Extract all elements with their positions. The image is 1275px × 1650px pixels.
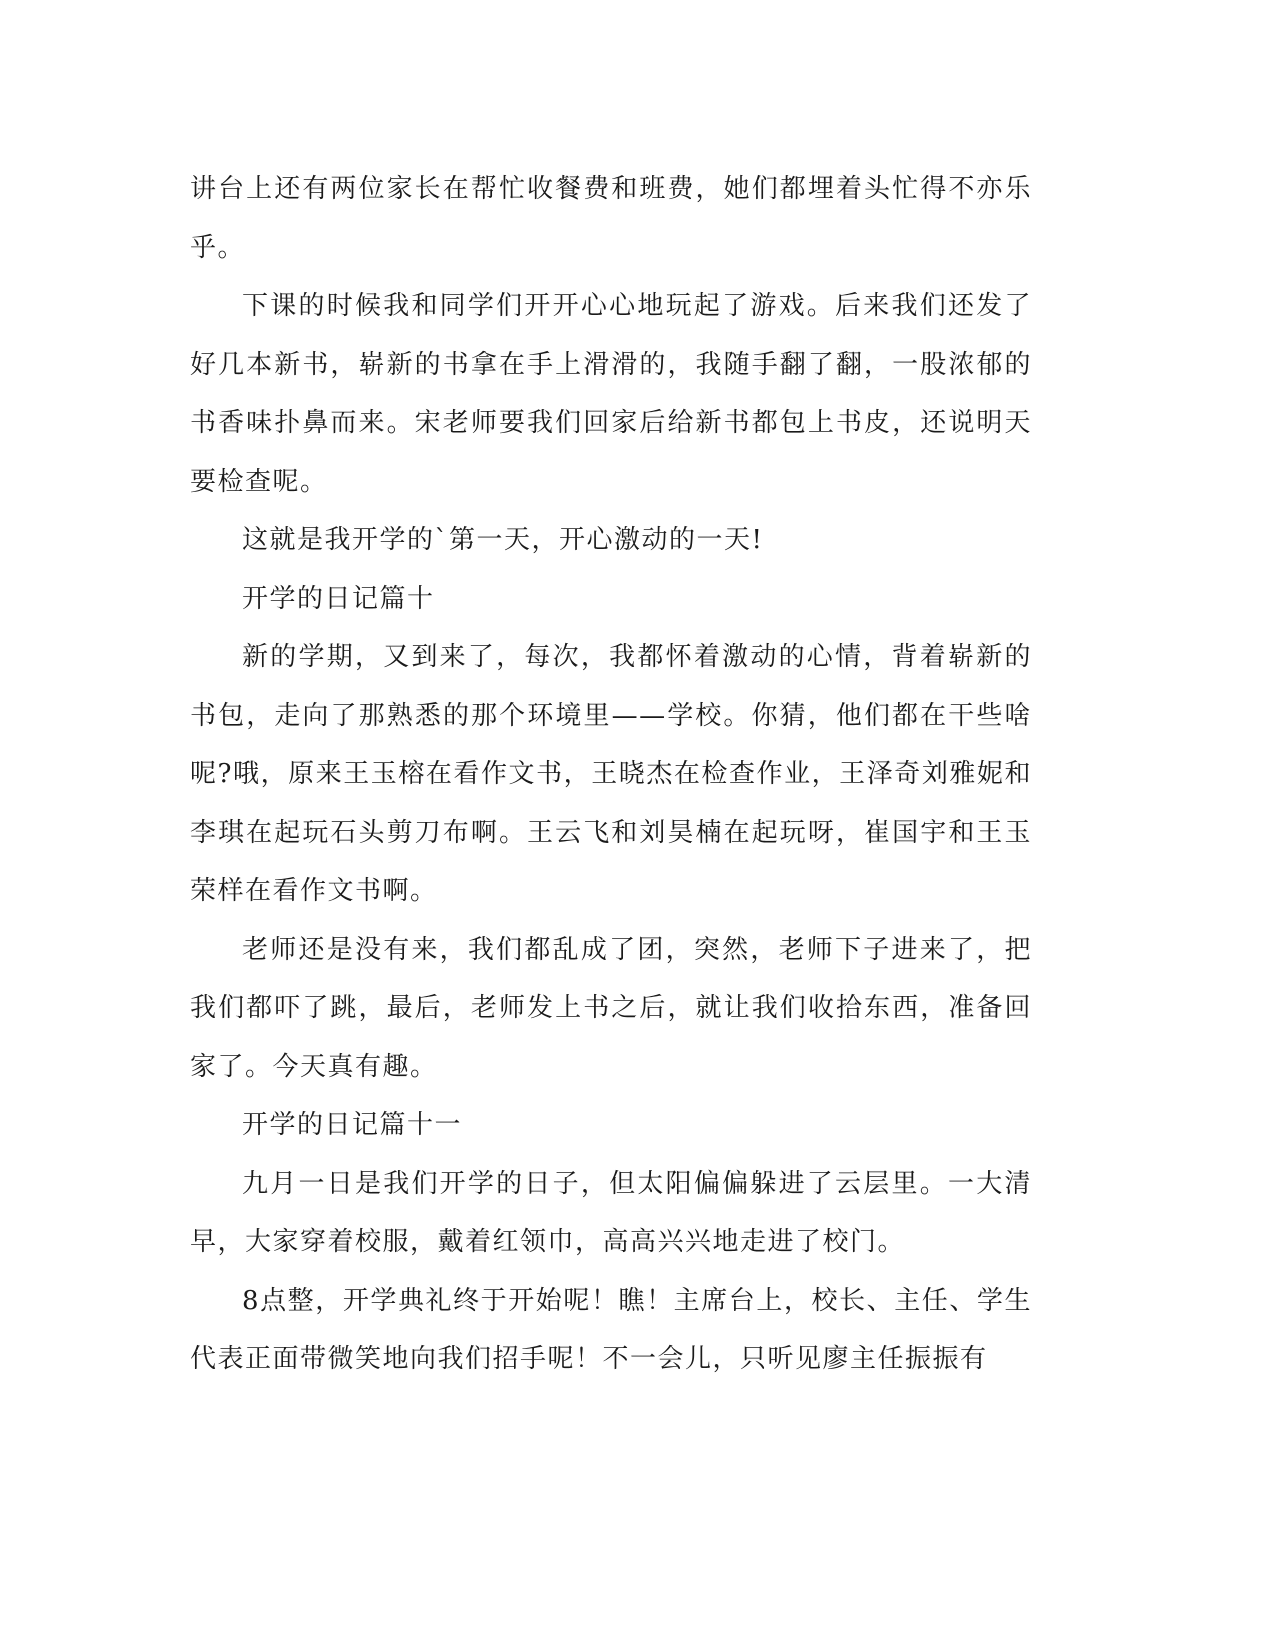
paragraph-after-class-games: 下课的时候我和同学们开开心心地玩起了游戏。后来我们还发了好几本新书，崭新的书拿在手上滑滑的，我随手翻了翻，一股浓郁的书香味扑鼻而来。宋老师要我们回家后给新书都包上书皮，还说明天要检查呢。 <box>190 291 1032 497</box>
paragraph-september-first: 九月一日是我们开学的日子，但太阳偏偏躲进了云层里。一大清早，大家穿着校服，戴着红领巾，高高兴兴地走进了校门。 <box>190 1168 1032 1257</box>
paragraph-continuation: 讲台上还有两位家长在帮忙收餐费和班费，她们都埋着头忙得不亦乐乎。 <box>190 174 1032 263</box>
paragraph-first-day-summary: 这就是我开学的`第一天，开心激动的一天! <box>242 525 764 555</box>
document-body <box>190 160 1032 1389</box>
paragraph-new-semester: 新的学期，又到来了，每次，我都怀着激动的心情，背着崭新的书包，走向了那熟悉的那个环境里——学校。你猜，他们都在干些啥呢?哦，原来王玉榕在看作文书，王晓杰在检查作业，王泽奇刘雅妮和李琪在起玩石头剪刀布啊。王云飞和刘昊楠在起玩呀，崔国宇和王玉荣样在看作文书啊。 <box>190 642 1032 906</box>
paragraph-teacher-arrives: 老师还是没有来，我们都乱成了团，突然，老师下子进来了，把我们都吓了跳，最后，老师发上书之后，就让我们收拾东西，准备回家了。今天真有趣。 <box>190 934 1032 1082</box>
paragraph-opening-ceremony: 8点整，开学典礼终于开始呢！瞧！主席台上，校长、主任、学生代表正面带微笑地向我们招手呢！不一会儿，只听见廖主任振振有 <box>190 1285 1032 1374</box>
section-heading-part-10: 开学的日记篇十 <box>242 583 435 614</box>
section-heading-part-11: 开学的日记篇十一 <box>242 1110 463 1140</box>
